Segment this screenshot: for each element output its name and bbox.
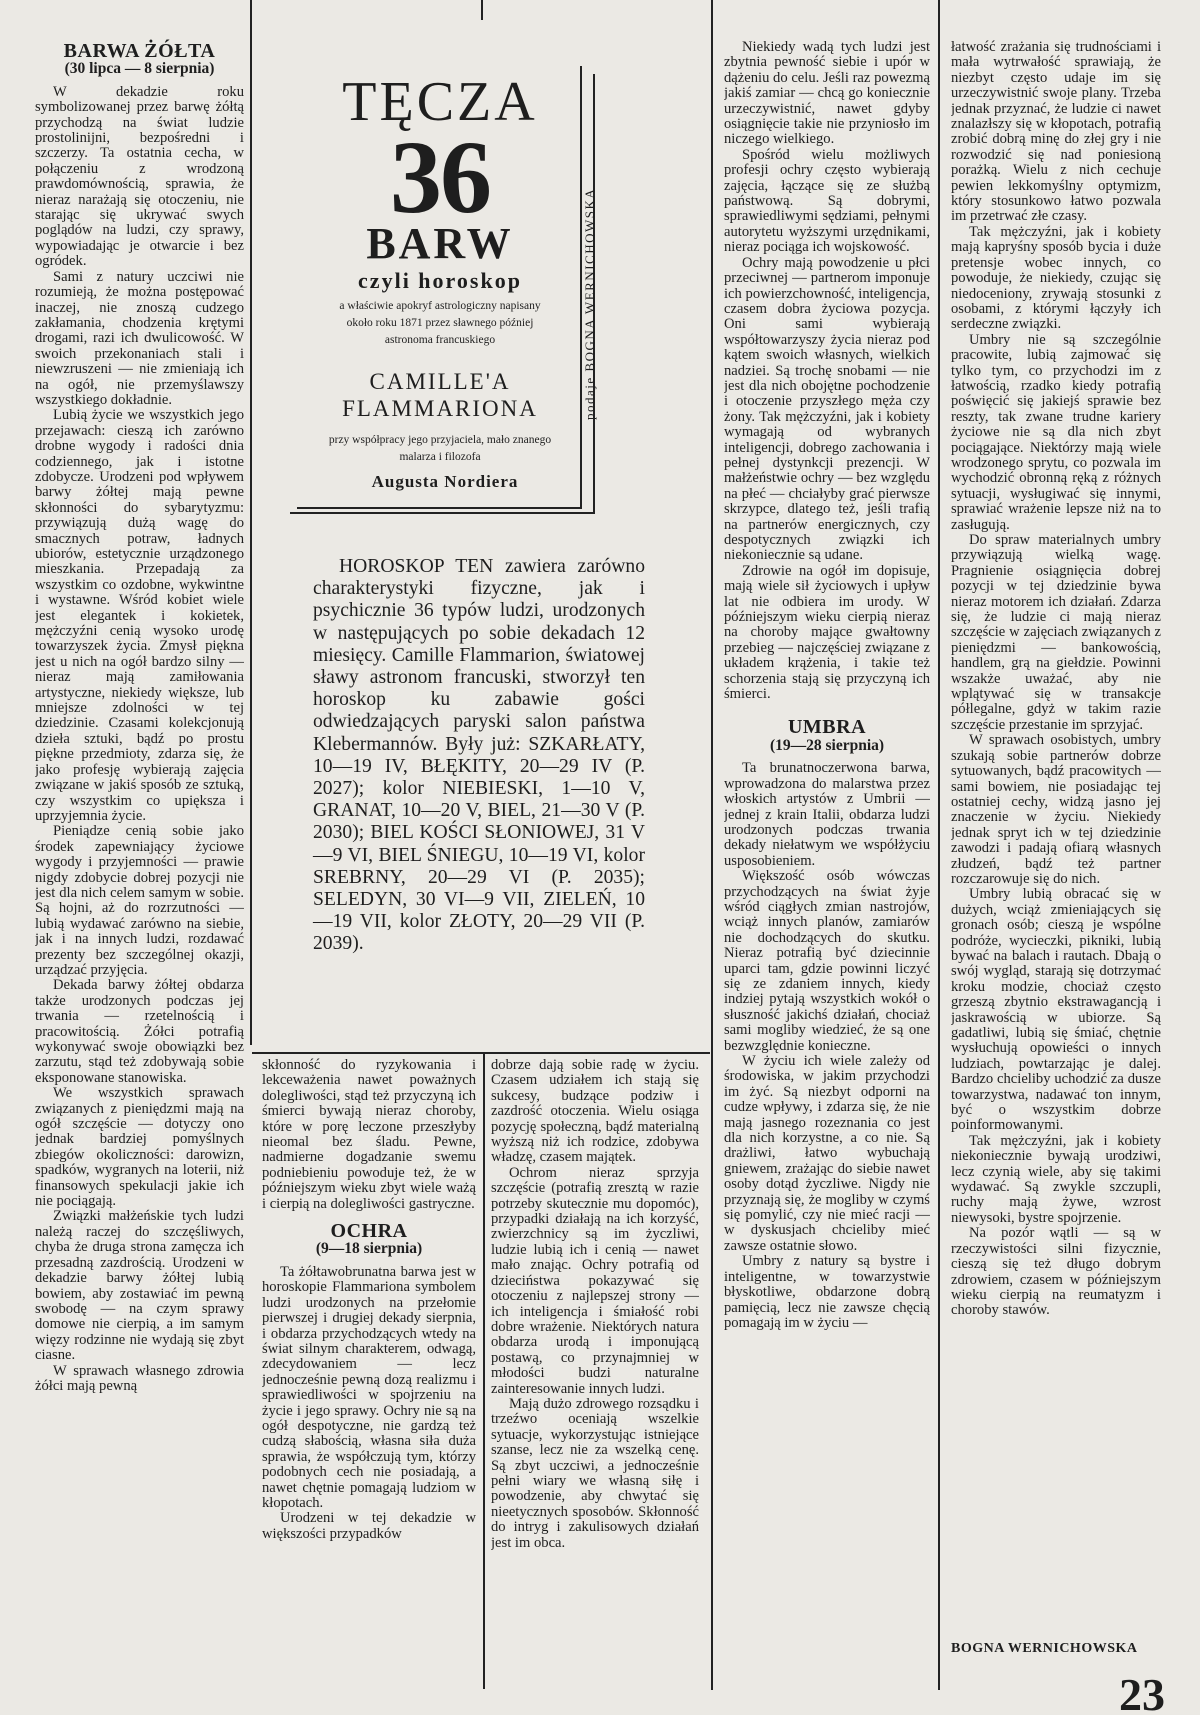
heading-ochra: OCHRA [330,1220,408,1243]
column-rule [483,1054,485,1689]
column-2 [262,1058,476,1688]
paragraph: Związki małżeńskie tych ludzi należą raczej do szczęśliwych, chyba że druga strona zamęcza ich przesadną zazdrością. Urodzeni w dekadzie barwy żółtej lubią bowiem, aby zostawiać im pewną swobodę — na czym sprawy domowe nie cierpią, a im samym więzy rodzinne nie wydają się zbyt ciasne. [35,1208,244,1364]
paragraph: Mają dużo zdrowego rozsądku i trzeźwo oceniają wszelkie sytuacje, wykorzystując istniejące szanse, lecz nie za wszelką cenę. Są zbyt uczciwi, a jednocześnie pełni wiary we własną siłę i powodzenie, aby chwytać się nieetycznych sposobów. Skłonność do intryg i zakulisowych działań jest im obca. [491,1395,699,1551]
title-description-2: przy współpracy jego przyjaciela, mało znanego malarza i filozofa [328,434,552,463]
paragraph: Tak mężczyźni, jak i kobiety mają kapryśny sposób bycia i duże pretensje wobec innych, co powoduje, że niekiedy, czując się niedoceniony, zrywają stosunki z osobami, z którymi łączyły ich serdeczne związki. [951,223,1161,333]
paragraph: Ta brunatnoczerwona barwa, wprowadzona do malarstwa przez włoskich artystów z Umbrii — jednej z krain Italii, obdarza ludzi urodzonych podczas trwania dekady niełatwym we współżyciu usposobieniem. [724,760,930,869]
column-3 [491,1058,699,1688]
paragraph: Ochrom nieraz sprzyja szczęście (potrafią zresztą w razie potrzeby skutecznie mu dopomóc), przypadki działają na ich korzyść, zwierzchnicy są im życzliwi, ludzie lubią ich i cenią — nawet mało znając. Ochry potrafią od dzieciństwa pokazywać się otoczeniu z najlepszej strony — ich inteligencja i śmiałość robi dobre wrażenie. Niektórych natura obdarza urodą i imponującą postawą, co przynajmniej w młodości budzi naturalne zainteresowanie innych ludzi. [491,1164,699,1397]
column-1 [35,38,244,1688]
title-number: 36 [390,120,490,235]
title-barw: BARW [366,219,514,268]
paragraph: Dekada barwy żółtej obdarza także urodzonych podczas jej trwania — rzetelnością i pracowitością. Żółci potrafią wykonywać swoje obowiązki bez zarzutu, stąd też zdobywają sobie eksponowane stanowiska. [35,977,244,1086]
column-rule [938,0,940,1690]
title-collaborator: Augusta Nordiera [371,472,519,491]
heading-umbra: UMBRA [787,716,867,739]
paragraph: Pieniądze cenią sobie jako środek zapewniający życiowe wygody i przyjemności — prawie nigdy zdobycie dobrej pozycji nie jest dla nich celem samym w sobie. Są hojni, aż do rozrzutności — lubią wydawać zarówno na siebie, jak i na innych ludzi, rozdawać prezenty bez szczególnej okazji, urządzać przyjęcia. [35,823,244,978]
paragraph: Umbry z natury są bystre i inteligentne, w towarzystwie błyskotliwe, obdarzone dobrą pamięcią, lecz nie zawsze chęcią pomagają im w życiu — [724,1253,930,1331]
intro-text: HOROSKOP TEN zawiera zarówno charakterystyki fizyczne, jak i psychicznie 36 typów ludzi, urodzonych w następujących po sobie dekadach 12 miesięcy. Camille Flammarion, światowej sławy astronom francuski, stworzył ten horoskop ku zabawie gości odwiedzających paryski salon państwa Klebermannów. Były już: SZKARŁATY, 10—19 IV, BŁĘKITY, 20—29 IV (P. 2027); kolor NIEBIESKI, 1—10 V, GRANAT, 10—20 V, BIEL, 21—30 V (P. 2030); BIEL KOŚCI SŁONIOWEJ, 31 V—9 VI, BIEL ŚNIEGU, 10—19 VI, kolor SREBRNY, 20—29 VI (P. 2035); SELEDYN, 30 VI—9 VII, ZIELEŃ, 10—19 VII, kolor ZŁOTY, 20—29 VII (P. 2039). [313,556,645,955]
column-rule [711,0,713,1690]
section-rule [252,1052,710,1054]
paragraph: Do spraw materialnych umbry przywiązują wielką wagę. Pragnienie osiągnięcia dobrej pozycji w tej dziedzinie bywa nieraz motorem ich działań. Zdarza się, że ludzie ci mają nieraz szczęście w zajęciach związanych z pieniędzmi — bankowością, handlem, grą na giełdzie. Powinni wszakże uważać, aby nie wplątywać się w transakcje półlegalne, gdyż w takim razie szczęście przestanie im sprzyjać. [951,532,1161,733]
paragraph: Lubią życie we wszystkich jego przejawach: cieszą ich zarówno drobne wygody i radości dnia codziennego, jak i istotne zdobycze. Urodzeni pod wpływem barwy żółtej mają pewne skłonności do sybarytyzmu: przywiązują dużą wagę do smacznych potraw, ładnych ubiorów, estetycznie urządzonego mieszkania. Przepadają za wszystkim co ozdobne, wykwintne i wystawne. Wśród kobiet wiele jest elegantek i kokietek, mężczyźni cenią wysoko urodę towarzyszek życia. Zmysł piękna jest u nich na ogół bardzo silny — nieraz mają zamiłowania artystyczne, niekiedy większe, lub mniejsze zdolności w tej dziedzinie. Czasami kolekcjonują dzieła sztuki, bądź po prostu piękne przedmioty, zdarza się, że jako profesję wybierają zajęcia związane w jakiś sposób ze sztuką, czy wszystkim co upiększa i uprzyjemnia życie. [35,407,244,824]
paragraph: Urodzeni w tej dekadzie w większości przypadków [262,1510,476,1542]
paragraph: łatwość zrażania się trudnościami i mała wytrwałość sprawiają, że niezbyt często udaje im się urzeczywistnić swoje plany. Trzeba jednak przyznać, że ludzie ci nawet znalazłszy się w kłopotach, potrafią zrobić dobrą minę do złej gry i nie rozwodzić się nad poniesioną porażką. Wielu z nich cechuje pewien lekkomyślny optymizm, który stosunkowo łatwo pozwala im przetrwać złe czasy. [951,40,1161,225]
paragraph: W dekadzie roku symbolizowanej przez barwę żółtą przychodzą na świat ludzie prostolinijni, bezpośredni i szczerzy. Ta ostatnia cecha, w połączeniu z wrodzoną prawdomównością, sprawia, że nieraz narażają się otoczeniu, nie starając się ukrywać swych poglądów na ludzi, czy sprawy, wypowiadając je otwarcie i bez ogródek. [35,83,244,270]
author-signature: BOGNA WERNICHOWSKA [951,1641,1138,1656]
title-subtitle: czyli horoskop [358,268,522,293]
paragraph: Umbry lubią obracać się w dużych, wciąż zmieniających się gronach osób; cieszą je wspólne podróże, wycieczki, pikniki, lubią bywać na balach i rautach. Dbają o swój wygląd, starają się dotrzymać kroku modzie, chociaż często grzeszą zbytnio ekstrawagancją i jaskrawością w ubiorze. Są gadatliwi, lubią się śmiać, chętnie wysłuchują opowieści o innych ludziach, powtarzając je dalej. Bardzo chcieliby uchodzić za dusze towarzystwa, nadawać ton innym, być o wszystkim dobrze poinformowanymi. [951,886,1161,1134]
paragraph: Spośród wielu możliwych profesji ochry często wybierają zajęcia, łączące się ze służbą państwową. Są dobrymi, sprawiedliwymi sędziami, pełnymi autorytetu wyższymi urzędnikami, nieraz pociąga ich wojskowość. [724,146,930,256]
paragraph: Umbry nie są szczególnie pracowite, lubią zajmować się tylko tym, co przychodzi im z łatwością, rzadko kiedy potrafią poświęcić się jakiejś sprawie bez reszty, tak zwane trudne kariery życiowe nie są dla nich zbyt pociągające. Niektórzy mają wiele wrodzonego sprytu, co pozwala im wychodzić obronną ręką z różnych sytuacji, wysługiwać się innymi, sprawiać wrażenie lepsze niż na to zasługują. [951,331,1161,533]
paragraph: Zdrowie na ogół im dopisuje, mają wiele sił życiowych i upływ lat nie odbiera im urody. W późniejszym wieku cierpią nieraz na choroby mające gwałtowny przebieg — najczęściej związane z układem krążenia, i takie też schorzenia stają się przyczyną ich śmierci. [724,562,930,703]
paragraph: W sprawach osobistych, umbry szukają sobie partnerów dobrze sytuowanych, bądź pracowitych — sami bowiem, nie posiadając tej ostatniej cechy, widzą jasno jej znaczenie w życiu. Niekiedy jednak spryt ich w tej dziedzinie zawodzi i padają ofiarą własnych złudzeń, bądź też partner rozczarowuje się do nich. [951,732,1161,887]
paragraph: Tak mężczyźni, jak i kobiety niekoniecznie bywają urodziwi, lecz czynią wiele, aby się takimi wydawać. Są zwykle szczupli, ruchy mają żywe, wzrost niewysoki, bystre spojrzenie. [951,1132,1161,1226]
paragraph: Ta żółtawobrunatna barwa jest w horoskopie Flammariona symbolem ludzi urodzonych na przełomie pierwszej i drugiej dekady sierpnia, i obdarza przychodzących wtedy na świat silnym charakterem, odwagą, zdecydowaniem — lecz jednocześnie pewną dozą realizmu i sprawiedliwości w spojrzeniu na życie i jego sprawy. Ochry nie są na ogół despotyczne, nie gardzą też cudzą słabością, własna siła duża sprawia, że współczują tym, którzy podobnych cech nie posiadają, a nawet chętnie pomagają ludziom w kłopotach. [262,1263,476,1511]
column-rule [250,0,252,1045]
vertical-credit: podaje BOGNA WERNICHOWSKA [582,187,597,420]
paragraph: W sprawach własnego zdrowia żółci mają pewną [35,1362,244,1394]
paragraph: dobrze dają sobie radę w życiu. Czasem udziałem ich stają się sukcesy, budzące podziw i zazdrość otoczenia. Wielu osiąga pozycję społeczną, bądź materialną wyższą niż ich rodzice, zdobywa władzę, czasem majątek. [491,1058,699,1166]
paragraph: Na pozór wątli — są w rzeczywistości silni fizycznie, cieszą się też długo dobrym zdrowiem, czasem w późniejszym wieku cierpią na reumatyzm i choroby stawów. [951,1225,1161,1319]
dates-barwa-zolta: (30 lipca — 8 sierpnia) [64,60,215,78]
dates-ochra: (9—18 sierpnia) [315,1240,423,1258]
title-box [305,58,567,502]
paragraph: We wszystkich sprawach związanych z pieniędzmi mają na ogół szczęście — dotyczy ono jednak bardziej pomyślnych zbiegów okoliczności: darowizn, spadków, wygranych na loterii, niż finansowych spekulacji jakie ich nie pociągają. [35,1085,244,1210]
page-number: 23 [1119,1673,1165,1715]
column-5 [951,40,1161,1636]
paragraph: Sami z natury uczciwi nie rozumieją, że można postępować inaczej, nie znoszą cudzego zakłamania, chodzenia krętymi drogami, razi ich dwulicowość. W swoich przekonaniach stali i niewzruszeni — nie zmieniają ich na ogół, nie przemyślawszy wszystkiego dokładnie. [35,268,244,408]
paragraph: W życiu ich wiele zależy od środowiska, w jakim przychodzi im żyć. Są niezbyt odporni na cudze wpływy, i zdarza się, że nie mają jasnego rozeznania co jest dla nich korzystne, a co nie. Są drażliwi, łatwo wybuchają gniewem, zrażając do siebie nawet osoby dotąd życzliwe. Nigdy nie przyznają się, że mogliby w czymś się pomylić, czy nie mieć racji — w dyskusjach chcieliby mieć zawsze ostatnie słowo. [724,1053,930,1254]
paragraph: Ochry mają powodzenie u płci przeciwnej — partnerom imponuje ich powierzchowność, inteligencja, czasem dobra życiowa pozycja. Oni sami wybierają współtowarzyszy życia nieraz pod kątem swoich własnych, wielkich nadziei. Są trochę snobami — nie jest dla nich obojętne pochodzenie i otoczenie przyszłego męża czy żony. Tak mężczyźni, jak i kobiety wymagają od wybranych inteligencji, dobrego zachowania i pełnej dystynkcji prezencji. W małżeństwie ochry — bez względu na płeć — chciałyby grać pierwsze skrzypce, dlatego też, jeśli trafią na partnerów energicznych, czy despotycznych związki ich niekoniecznie są udane. [724,254,930,564]
title-tecza: TĘCZA [342,71,538,133]
heading-barwa-zolta: BARWA ŻÓŁTA [63,40,216,62]
paragraph: skłonność do ryzykowania i lekceważenia nawet poważnych dolegliwości, stąd też przyczyną ich śmierci bywają nieraz choroby, które w porę leczone przeszłyby nieomal bez śladu. Pewne, nadmierne dogadzanie swemu podniebieniu powoduje też, że w późniejszym wieku zbyt wiele ważą i cierpią na dolegliwości gastryczne. [262,1058,476,1212]
title-description: a właściwie apokryf astrologiczny napisany około roku 1871 przez sławnego później astronoma francuskiego [339,300,541,346]
paragraph: Większość osób wówczas przychodzących na świat żyje wśród ciągłych zmian nastrojów, wciąż innych planów, zamiarów nie dochodzących do skutku. Nieraz potrafią być dziecinnie uparci tam, gdzie powinni liczyć się ze zdaniem innych, kiedy indziej pytają wszystkich wokół o słuszność jakichś działań, chociaż sami mogliby wiedzieć, że są one bezwzględnie konieczne. [724,868,930,1054]
title-author: CAMILLE'A FLAMMARIONA [342,369,538,421]
dates-umbra: (19—28 sierpnia) [769,736,885,754]
column-4 [724,40,930,1688]
column-rule [481,0,483,20]
paragraph: Niekiedy wadą tych ludzi jest zbytnia pewność siebie i upór w dążeniu do celu. Jeśli raz powezmą jakiś zamiar — chcą go koniecznie urzeczywistnić, nawet gdyby osiągnięcie takie nie przyniosło im niczego wielkiego. [724,40,930,148]
